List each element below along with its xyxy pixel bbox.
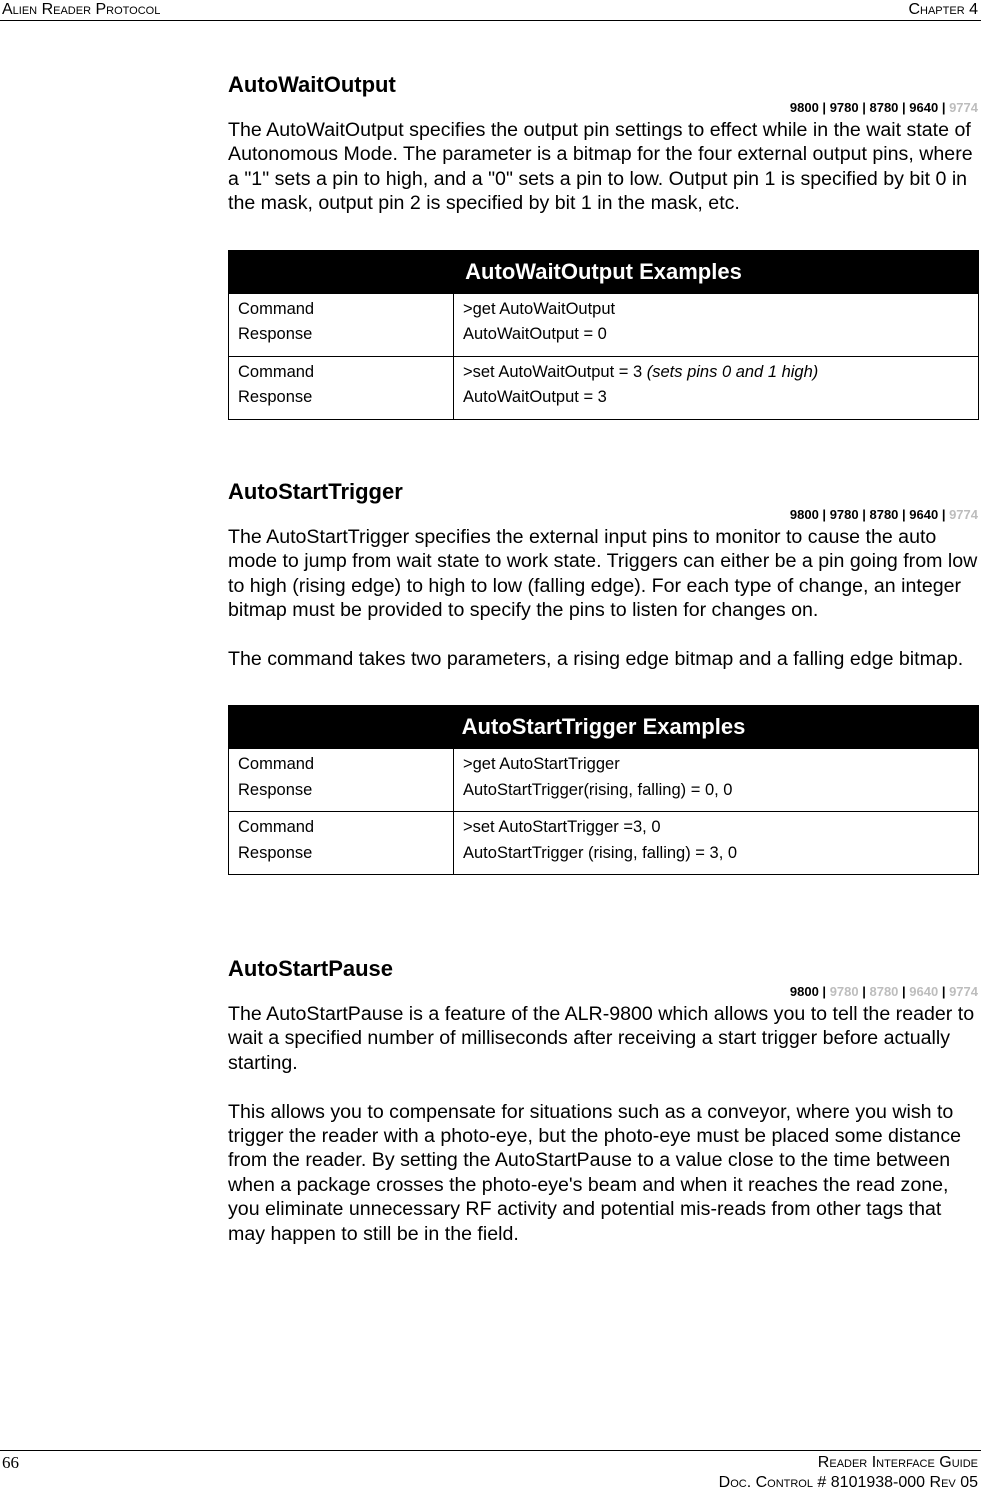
section-autostartpause xyxy=(228,956,980,1246)
separator: | xyxy=(938,984,950,999)
model-tag: 9640 xyxy=(909,507,939,522)
separator: | xyxy=(818,984,830,999)
separator: | xyxy=(858,984,870,999)
table-title: AutoWaitOutput Examples xyxy=(229,250,979,293)
command-text: >get AutoStartTrigger xyxy=(463,755,620,774)
model-tag: 9780 xyxy=(829,507,859,522)
response-text: AutoStartTrigger(rising, falling) = 0, 0 xyxy=(463,780,733,799)
footer-guide-title: Reader Interface Guide xyxy=(817,1454,978,1471)
command-text-line xyxy=(463,360,969,386)
model-tag: 9780 xyxy=(829,984,859,999)
model-tag: 9800 xyxy=(789,507,819,522)
body-paragraph: This allows you to compensate for situations such as a conveyor, where you wish to trigger the reader with a photo-eye, but the photo-eye must be placed some distance from the reader. By setting the AutoStartPause to a value close to the time between when a package crosses the photo-eye's beam and when it reaches the read zone, you eliminate unnecessary RF activity and potential mis-reads from other tags that may happen to still be in the field. xyxy=(228,1100,962,1245)
command-label: Command xyxy=(238,818,315,837)
command-text-line xyxy=(463,815,969,841)
examples-table xyxy=(228,250,979,420)
command-text: >get AutoWaitOutput xyxy=(463,299,616,318)
command-text: >set AutoStartTrigger =3, 0 xyxy=(463,818,661,837)
model-tag: 8780 xyxy=(869,984,899,999)
response-label: Response xyxy=(238,388,313,407)
table-row xyxy=(229,749,979,812)
label-cell xyxy=(229,356,454,419)
value-cell xyxy=(454,812,979,875)
command-text-line xyxy=(463,752,969,778)
value-cell xyxy=(454,356,979,419)
separator: | xyxy=(898,100,910,115)
section-autowaitoutput xyxy=(228,72,980,420)
header-title: Alien Reader Protocol xyxy=(2,1,161,18)
value-cell xyxy=(454,293,979,356)
table-row xyxy=(229,812,979,875)
command-label: Command xyxy=(238,362,315,381)
command-text-line xyxy=(463,297,969,323)
table-row xyxy=(229,356,979,419)
separator: | xyxy=(858,100,870,115)
body-paragraph: The AutoStartTrigger specifies the external input pins to monitor to cause the auto mode to jump from wait state to work state. Triggers can either be a pin going from low to high (rising edge) to high to low (falling edge). For each type of change, an integer bitmap must be provided to specify the pins to listen for changes on. xyxy=(228,526,978,622)
model-tag: 9800 xyxy=(789,100,819,115)
examples-table xyxy=(228,705,979,875)
separator: | xyxy=(818,100,830,115)
response-text: AutoWaitOutput = 0 xyxy=(463,325,607,344)
command-label: Command xyxy=(238,299,315,318)
command-label: Command xyxy=(238,755,315,774)
body-paragraph: The command takes two parameters, a rising edge bitmap and a falling edge bitmap. xyxy=(228,648,964,671)
label-cell xyxy=(229,812,454,875)
header-chapter: Chapter 4 xyxy=(908,1,978,18)
body-paragraph: The AutoWaitOutput specifies the output pin settings to effect while in the wait state of Autonomous Mode. The parameter is a bitmap for the four external output pins, where a "1" sets a pin to high, and a "0" sets a pin to low. Output pin 1 is specified by bit 0 in the mask, output pin 2 is specified by bit 1 in the mask, etc. xyxy=(228,119,973,215)
separator: | xyxy=(938,507,950,522)
page-number: 66 xyxy=(2,1453,19,1472)
table-header-row xyxy=(229,706,979,749)
separator: | xyxy=(858,507,870,522)
section-title: AutoStartPause xyxy=(228,956,394,981)
model-compatibility xyxy=(228,98,980,118)
separator: | xyxy=(898,984,910,999)
separator: | xyxy=(938,100,950,115)
model-compatibility xyxy=(228,982,980,1002)
page-header xyxy=(0,0,981,21)
model-tag: 8780 xyxy=(869,507,899,522)
model-compatibility xyxy=(228,505,980,525)
separator: | xyxy=(818,507,830,522)
body-paragraph: The AutoStartPause is a feature of the ALR-9800 which allows you to tell the reader to wait a specified number of milliseconds after receiving a start trigger before actually starting. xyxy=(228,1003,975,1074)
model-tag: 9800 xyxy=(789,984,819,999)
response-text: AutoWaitOutput = 3 xyxy=(463,388,607,407)
value-cell xyxy=(454,749,979,812)
command-note: (sets pins 0 and 1 high) xyxy=(646,362,819,381)
model-tag: 8780 xyxy=(869,100,899,115)
section-title: AutoWaitOutput xyxy=(228,72,396,97)
response-label: Response xyxy=(238,843,313,862)
command-text: >set AutoWaitOutput = 3 xyxy=(463,362,647,381)
table-title: AutoStartTrigger Examples xyxy=(229,706,979,749)
response-text: AutoStartTrigger (rising, falling) = 3, 0 xyxy=(463,843,738,862)
model-tag: 9774 xyxy=(949,100,978,115)
section-autostarttrigger xyxy=(228,479,980,875)
response-label: Response xyxy=(238,780,313,799)
footer-doc-control: Doc. Control # 8101938-000 Rev 05 xyxy=(718,1474,978,1491)
model-tag: 9774 xyxy=(949,507,978,522)
label-cell xyxy=(229,293,454,356)
section-title: AutoStartTrigger xyxy=(228,479,403,504)
response-label: Response xyxy=(238,325,313,344)
page-footer xyxy=(0,1450,981,1491)
label-cell xyxy=(229,749,454,812)
table-header-row xyxy=(229,250,979,293)
table-row xyxy=(229,293,979,356)
model-tag: 9640 xyxy=(909,100,939,115)
model-tag: 9774 xyxy=(949,984,978,999)
model-tag: 9640 xyxy=(909,984,939,999)
separator: | xyxy=(898,507,910,522)
model-tag: 9780 xyxy=(829,100,859,115)
